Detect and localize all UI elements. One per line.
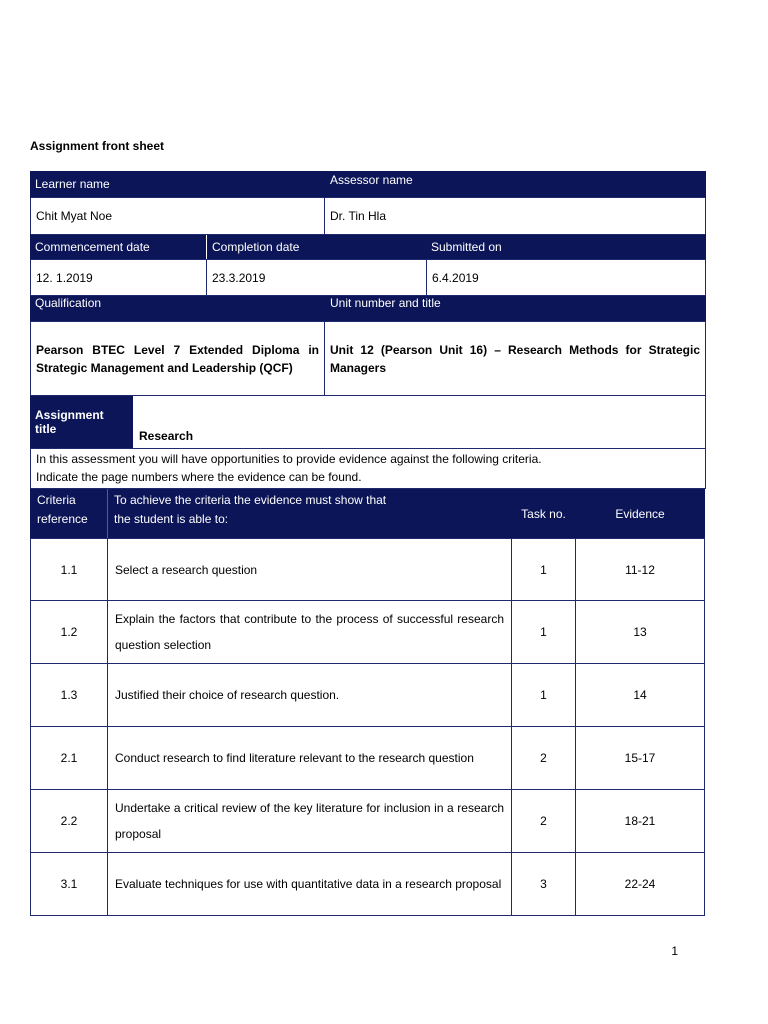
- qualification-label: Qualification: [30, 296, 325, 321]
- evidence-cell: [575, 852, 705, 916]
- evidence-cell-text: 13: [633, 625, 647, 639]
- qualification-value: [30, 321, 325, 396]
- criteria-desc-cell-text: Conduct research to find literature relevant to the research question: [115, 751, 474, 765]
- criteria-ref-cell-text: 1.2: [60, 625, 78, 639]
- criteria-ref-cell-text: 3.1: [60, 877, 78, 891]
- instructions-line-1: In this assessment you will have opportunities to provide evidence against the following criteria.: [36, 452, 542, 466]
- criteria-ref-cell: [30, 726, 108, 790]
- criteria-ref-cell: [30, 538, 108, 601]
- task-number-cell-text: 2: [540, 751, 547, 765]
- assessor-name-label: Assessor name: [325, 171, 706, 197]
- criteria-description-header-line-1: To achieve the criteria the evidence must show that: [114, 493, 387, 507]
- criteria-desc-cell-text: Select a research question: [115, 562, 258, 577]
- criteria-desc-cell-text: Justified their choice of research question.: [115, 688, 340, 702]
- instructions-line-2: Indicate the page numbers where the evidence can be found.: [36, 470, 362, 484]
- commencement-date-label: Commencement date: [30, 235, 206, 259]
- criteria-description-header-line-2: the student is able to:: [114, 512, 229, 526]
- task-number-cell: [511, 663, 576, 727]
- evidence-header: Evidence: [615, 506, 665, 521]
- criteria-reference-header-line-2: reference: [37, 512, 88, 526]
- completion-date-value: 23.3.2019: [206, 259, 427, 296]
- learner-name-label: Learner name: [30, 171, 325, 197]
- evidence-cell-text: 14: [633, 688, 647, 702]
- header-divider: [107, 489, 108, 538]
- task-number-cell: [511, 600, 576, 664]
- criteria-desc-cell: [107, 726, 512, 790]
- evidence-cell: [575, 600, 705, 664]
- evidence-cell-text: 22-24: [624, 877, 656, 891]
- page-number: 1: [671, 944, 678, 958]
- submitted-on-label: Submitted on: [426, 235, 706, 259]
- evidence-cell-text: 11-12: [625, 562, 655, 577]
- learner-name-value: Chit Myat Noe: [30, 197, 325, 235]
- instructions-box: [30, 448, 706, 489]
- assignment-title-value: Research: [139, 429, 194, 443]
- unit-text: Unit 12 (Pearson Unit 16) – Research Methods for Strategic Managers: [330, 342, 700, 375]
- unit-label: Unit number and title: [325, 296, 706, 321]
- task-number-cell: [511, 538, 576, 601]
- evidence-cell: [575, 789, 705, 853]
- commencement-date-value: 12. 1.2019: [30, 259, 207, 296]
- criteria-desc-cell: [107, 600, 512, 664]
- criteria-desc-cell: [107, 852, 512, 916]
- criteria-ref-cell-text: 1.3: [60, 688, 78, 702]
- criteria-desc-cell-text: Evaluate techniques for use with quantitative data in a research proposal: [115, 877, 502, 891]
- criteria-ref-cell-text: 1.1: [60, 562, 78, 577]
- criteria-desc-cell: [107, 538, 512, 601]
- unit-value: [324, 321, 706, 396]
- task-number-cell-text: 2: [540, 814, 547, 828]
- task-number-cell-text: 1: [540, 688, 547, 702]
- evidence-cell: [575, 663, 705, 727]
- task-number-cell: [511, 789, 576, 853]
- submitted-on-value: 6.4.2019: [426, 259, 706, 296]
- task-number-cell: [511, 852, 576, 916]
- assignment-title-label: Assignment title: [30, 396, 133, 448]
- criteria-ref-cell: [30, 663, 108, 727]
- task-number-cell-text: 1: [540, 625, 547, 639]
- task-number-cell-text: 3: [540, 877, 547, 891]
- criteria-ref-cell-text: 2.2: [60, 814, 78, 828]
- criteria-desc-cell-text: Explain the factors that contribute to the process of successful research question selection: [115, 612, 504, 652]
- task-number-header: Task no.: [521, 506, 566, 521]
- criteria-ref-cell: [30, 600, 108, 664]
- criteria-desc-cell: [107, 789, 512, 853]
- criteria-description-header: [114, 491, 386, 529]
- evidence-cell: [575, 538, 705, 601]
- criteria-reference-header: [37, 491, 88, 529]
- criteria-reference-header-line-1: Criteria: [37, 493, 76, 507]
- evidence-cell-text: 15-17: [624, 751, 656, 765]
- criteria-ref-cell: [30, 852, 108, 916]
- task-number-cell-text: 1: [540, 562, 547, 577]
- evidence-cell-text: 18-21: [624, 814, 656, 828]
- criteria-desc-cell-text: Undertake a critical review of the key literature for inclusion in a research proposal: [115, 801, 504, 841]
- criteria-desc-cell: [107, 663, 512, 727]
- task-number-cell: [511, 726, 576, 790]
- assessor-name-value: Dr. Tin Hla: [324, 197, 706, 235]
- criteria-ref-cell-text: 2.1: [60, 751, 78, 765]
- qualification-text: Pearson BTEC Level 7 Extended Diploma in Strategic Management and Leadership (QCF): [36, 342, 319, 375]
- page-title: Assignment front sheet: [30, 139, 165, 153]
- criteria-ref-cell: [30, 789, 108, 853]
- evidence-cell: [575, 726, 705, 790]
- completion-date-label: Completion date: [207, 235, 426, 259]
